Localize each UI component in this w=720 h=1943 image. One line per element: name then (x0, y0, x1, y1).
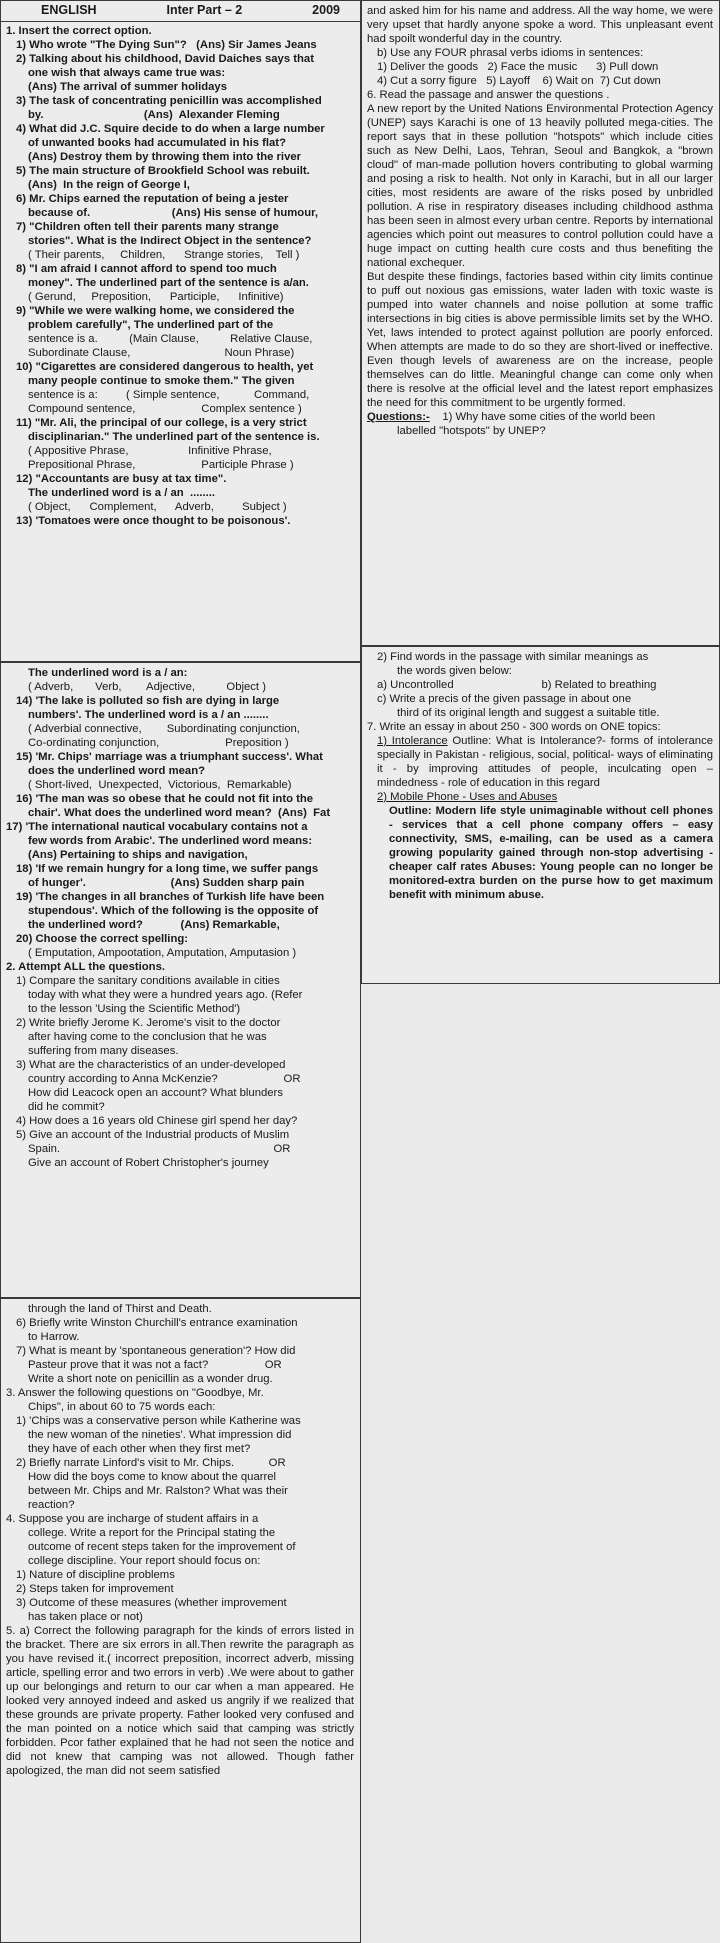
question-line: 2) Write briefly Jerome K. Jerome's visit to the doctor (16, 1017, 281, 1029)
question-line: 7. Write an essay in about 250 - 300 words on ONE topics: (367, 721, 661, 733)
question-line: 11) "Mr. Ali, the principal of our college, is a very strict (16, 416, 307, 429)
essay-topic-1-outline: Outline: What is Intolerance?- forms of intolerance specially in Pakistan - religious, social, political- ways of eliminating it - by improving attitudes of people, inculcating open – mindedness - role of education in this regard (377, 735, 713, 789)
paper-header (1, 2, 360, 22)
question-line: 18) 'If we remain hungry for a long time, we suffer pangs (16, 863, 319, 875)
question-line: How did Leacock open an account? What blunders (28, 1087, 283, 1099)
question-line: ( Short-lived, Unexpected, Victorious, Remarkable) (28, 779, 292, 791)
question-line: through the land of Thirst and Death. (28, 1303, 212, 1315)
question-line: Write a short note on penicillin as a wonder drug. (28, 1373, 273, 1385)
question-line: ( Adverbial connective, Subordinating conjunction, (28, 723, 300, 735)
question-line: ( Gerund, Preposition, Participle, Infinitive) (28, 290, 284, 303)
question-line: Spain. OR (28, 1143, 291, 1155)
question-line: 4) How does a 16 years old Chinese girl spend her day? (16, 1115, 298, 1127)
question-line: does the underlined word mean? (28, 765, 206, 777)
question-line: problem carefully", The underlined part of the (28, 318, 274, 331)
question-line: many people continue to smoke them." The given (28, 374, 295, 387)
question-line: ( Appositive Phrase, Infinitive Phrase, (28, 444, 272, 457)
question-line: outcome of recent steps taken for the improvement of (28, 1541, 296, 1553)
question-line: stories". What is the Indirect Object in the sentence? (28, 234, 312, 247)
question-line: third of its original length and suggest a suitable title. (397, 707, 660, 719)
question-line: The underlined word is a / an ........ (28, 486, 216, 499)
question-line: 6) Briefly write Winston Churchill's entrance examination (16, 1317, 298, 1329)
question-line: disciplinarian." The underlined part of the sentence is. (28, 430, 320, 443)
question-line: 4) What did J.C. Squire decide to do when a large number (16, 122, 325, 135)
question-line: 1) Compare the sanitary conditions available in cities (16, 975, 280, 987)
question-line: 1) Deliver the goods 2) Face the music 3) Pull down (377, 61, 659, 73)
question-line: of unwanted books had accumulated in his flat? (28, 136, 286, 149)
question-line: 5) The main structure of Brookfield School was rebuilt. (16, 164, 310, 177)
question-line: few words from Arabic'. The underlined word means: (28, 835, 313, 847)
question-line: 2) Steps taken for improvement (16, 1583, 174, 1595)
question-line: reaction? (28, 1499, 75, 1511)
question-line: 4) Cut a sorry figure 5) Layoff 6) Wait on 7) Cut down (377, 75, 661, 87)
question-line: How did the boys come to know about the quarrel (28, 1471, 277, 1483)
question-line: Chips", in about 60 to 75 words each: (28, 1401, 216, 1413)
question-line: c) Write a precis of the given passage in about one (377, 693, 632, 705)
question-line: ( Object, Complement, Adverb, Subject ) (28, 500, 287, 513)
question-line: 1. Insert the correct option. (6, 24, 152, 37)
question-line: 3) The task of concentrating penicillin was accomplished (16, 94, 322, 107)
question-line: 4. Suppose you are incharge of student affairs in a (6, 1513, 259, 1525)
question-line: (Ans) The arrival of summer holidays (28, 80, 228, 93)
question-line: stupendous'. Which of the following is the opposite of (28, 905, 319, 917)
question-line: 12) "Accountants are busy at tax time". (16, 472, 227, 485)
question-line: to Harrow. (28, 1331, 80, 1343)
question-line: 7) "Children often tell their parents many strange (16, 220, 279, 233)
question-line: 17) 'The international nautical vocabulary contains not a (6, 821, 308, 833)
question-line: 15) 'Mr. Chips' marriage was a triumphant success'. What (16, 751, 323, 763)
question-line: ( Adverb, Verb, Adjective, Object ) (28, 681, 266, 693)
question-line: college. Write a report for the Principal stating the (28, 1527, 276, 1539)
questions-label: Questions:- (367, 411, 430, 423)
objective-questions-list-2 (6, 666, 354, 1170)
question-line: 19) 'The changes in all branches of Turkish life have been (16, 891, 325, 903)
essay-topic-2-title: 2) Mobile Phone - Uses and Abuses (377, 791, 558, 803)
question-line: 2) Briefly narrate Linford's visit to Mr. Chips. OR (16, 1457, 286, 1469)
question-line: The underlined word is a / an: (28, 667, 188, 679)
essay-topic-1 (367, 734, 713, 790)
section-subjective-questions (0, 1298, 361, 1943)
subjective-questions-list (6, 1302, 354, 1624)
question-line: Co-ordinating conjunction, Preposition ) (28, 737, 289, 749)
question-line: the words given below: (397, 665, 512, 677)
question-line: (Ans) In the reign of George I, (28, 178, 190, 191)
question-line: numbers'. The underlined word is a / an ........ (28, 709, 269, 721)
question-line: a) Uncontrolled b) Related to breathing (377, 679, 657, 691)
question-line: ( Emputation, Ampootation, Amputation, Amputasion ) (28, 947, 297, 959)
question-line: by. (Ans) Alexander Fleming (28, 108, 280, 121)
question-line: 2) Talking about his childhood, David Daiches says that (16, 52, 314, 65)
question-line: the underlined word? (Ans) Remarkable, (28, 919, 280, 931)
question-line: suffering from many diseases. (28, 1045, 179, 1057)
question-line: sentence is a: ( Simple sentence, Command, (28, 388, 310, 401)
question-line: 5) Give an account of the Industrial products of Muslim (16, 1129, 290, 1141)
question-line: college discipline. Your report should focus on: (28, 1555, 261, 1567)
question-line: the new woman of the nineties'. What impression did (28, 1429, 292, 1441)
question-line: 14) 'The lake is polluted so fish are dying in large (16, 695, 280, 707)
year-label: 2009 (312, 3, 340, 17)
question-line: 1) Nature of discipline problems (16, 1569, 175, 1581)
question-line: 3. Answer the following questions on "Goodbye, Mr. (6, 1387, 264, 1399)
phrasal-verbs-list (367, 46, 713, 102)
question-line: Give an account of Robert Christopher's journey (28, 1157, 269, 1169)
question-line: 8) "I am afraid I cannot afford to spend too much (16, 262, 277, 275)
subject-title: ENGLISH (41, 3, 97, 17)
question-line: (Ans) Pertaining to ships and navigation, (28, 849, 248, 861)
question-line: 9) "While we were walking home, we considered the (16, 304, 295, 317)
question-line: one wish that always came true was: (28, 66, 226, 79)
objective-questions-list-1 (6, 24, 354, 528)
question-line: 6. Read the passage and answer the questions . (367, 89, 610, 101)
question-line: 7) What is meant by 'spontaneous generation'? How did (16, 1345, 296, 1357)
question-line: between Mr. Chips and Mr. Ralston? What was their (28, 1485, 288, 1497)
correction-paragraph-continued: and asked him for his name and address. All the way home, we were very upset that hardly anyone spoke a word. This unpleasant event had spoilt wonderful day in the country. (367, 5, 713, 45)
part-title: Inter Part – 2 (166, 3, 243, 17)
question-line: Compound sentence, Complex sentence ) (28, 402, 302, 415)
question-line: 2) Find words in the passage with similar meanings as (377, 651, 649, 663)
passage-question-1 (367, 410, 713, 424)
essay-topic-1-title: 1) Intolerance (377, 735, 448, 747)
question-line: 16) 'The man was so obese that he could not fit into the (16, 793, 314, 805)
question-line: to the lesson 'Using the Scientific Method') (28, 1003, 241, 1015)
question-line: sentence is a. (Main Clause, Relative Clause, (28, 332, 313, 345)
question-line: Subordinate Clause, Noun Phrase) (28, 346, 295, 359)
question-line: of hunger'. (Ans) Sudden sharp pain (28, 877, 305, 889)
question-line: money". The underlined part of the sentence is a/an. (28, 276, 309, 289)
question-line: 1) 'Chips was a conservative person while Katherine was (16, 1415, 301, 1427)
question-line: 2. Attempt ALL the questions. (6, 961, 166, 973)
correction-paragraph: 5. a) Correct the following paragraph for the kinds of errors listed in the bracket. There are six errors in all.Then rewrite the paragraph as you have revised it.( incorrect preposition, incorrect adverb, missing article, spelling error and two errors in verb) .We were about to gather up our belongings and return to our car when a man appeared. He looked very annoyed indeed and asked us angrily if we realized that these grounds are private property. Father looked very confused and the man pointed on a notice which said that camping was strictly forbidden. Pcor father explained that he had not seen the notice and did not knew that camping was not allowed. Though father apologized, the man did not seem satisfied (6, 1625, 354, 1777)
passage-paragraph-1: A new report by the United Nations Environmental Protection Agency (UNEP) says Karachi is one of 13 heavily polluted mega-cities. The report says that in these pollution "hotspots" which include cities such as New Delhi, Laos, Tehran, Seoul and Bangkok, a "brown cloud" of man-made pollution hovers contributing to global warming and posing a risk to health. Not only in Karachi, but in all our larger cities, most residents are aware of the risks posed by unbridled pollution. A rise in respiratory diseases including childhood asthma has been seen in almost every urban centre. Reports by international agencies which point out measures to control pollution could have a huge impact on cutting health cure costs and thus benefiting the national exchequer. (367, 103, 713, 269)
section-objective-part-1 (0, 0, 361, 662)
question-line: has taken place or not) (28, 1611, 143, 1623)
question-line: 3) Outcome of these measures (whether improvement (16, 1597, 287, 1609)
question-line: (Ans) Destroy them by throwing them into the river (28, 150, 302, 163)
essay-topic-2-outline: Outline: Modern life style unimaginable without cell phones - services that a cell phone company offers – easy connectivity, SMS, e-mailing, can be used as a camera growing popularity gained through non-stop advertising - cheaper calf rates Abuses: Young people can no longer be monitored-extra burden on the purse how to get maximum benefit with minimum abuse. (389, 805, 713, 901)
passage-question-1-cont: labelled "hotspots" by UNEP? (397, 425, 546, 437)
question-line: today with what they were a hundred years ago. (Refer (28, 989, 303, 1001)
section-objective-part-2 (0, 662, 361, 1298)
section-passage (361, 0, 720, 646)
question-line: ( Their parents, Children, Strange stories, Tell ) (28, 248, 300, 261)
question-line: Pasteur prove that it was not a fact? OR (28, 1359, 282, 1371)
precis-essay-list (367, 650, 713, 734)
question-line: chair'. What does the underlined word mean? (Ans) Fat (28, 807, 331, 819)
question-line: 6) Mr. Chips earned the reputation of being a jester (16, 192, 289, 205)
question-line: 20) Choose the correct spelling: (16, 933, 189, 945)
question-line: 1) Who wrote "The Dying Sun"? (Ans) Sir James Jeans (16, 38, 317, 51)
question-line: 10) "Cigarettes are considered dangerous to health, yet (16, 360, 314, 373)
question-line: they have of each other when they first met? (28, 1443, 251, 1455)
question-line: 3) What are the characteristics of an under-developed (16, 1059, 286, 1071)
question-line: because of. (Ans) His sense of humour, (28, 206, 319, 219)
question-line: did he commit? (28, 1101, 105, 1113)
question-line: after having come to the conclusion that he was (28, 1031, 267, 1043)
section-precis-essay (361, 646, 720, 984)
passage-paragraph-2: But despite these findings, factories based within city limits continue to puff out noxious gas emissions, water laden with toxic waste is pumped into water channels and noise pollution at some traffic intersections in big cities is above permissible limits set by the WHO. Yet, laws intended to protect against pollution are poorly enforced. When attempts are made to do so they are short-lived or ineffective. Even though levels of awareness are on the increase, people themselves can do little. Meaningful change can come only when there is resolve at the official level and the latest report emphasizes the need for this commitment to be urgently formed. (367, 271, 713, 409)
question-line: country according to Anna McKenzie? OR (28, 1073, 301, 1085)
question-1-text: 1) Why have some cities of the world been (429, 411, 656, 423)
question-line: Prepositional Phrase, Participle Phrase ) (28, 458, 294, 471)
question-line: b) Use any FOUR phrasal verbs idioms in sentences: (377, 47, 644, 59)
question-line: 13) 'Tomatoes were once thought to be poisonous'. (16, 514, 291, 527)
